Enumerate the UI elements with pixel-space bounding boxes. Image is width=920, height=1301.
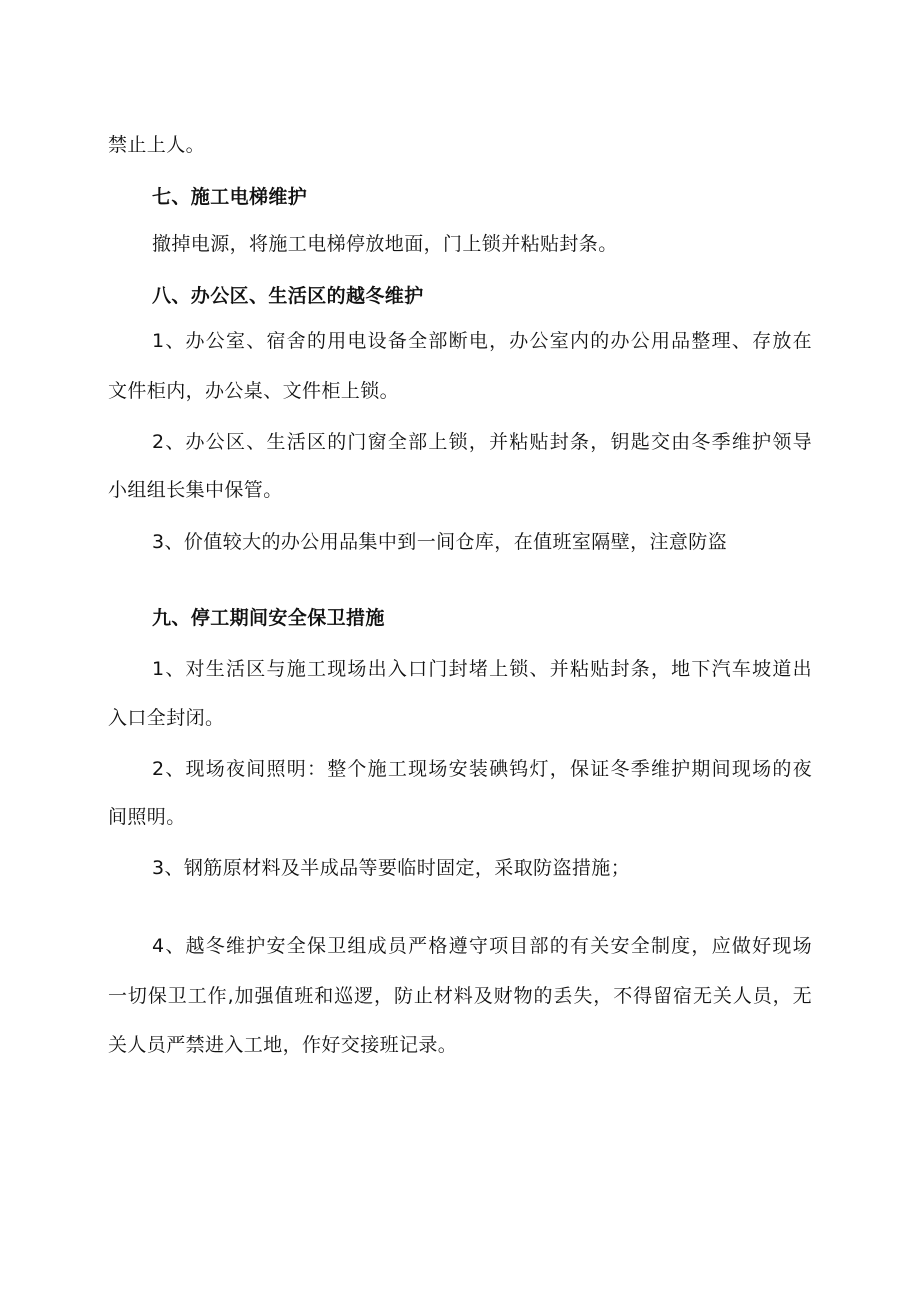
section-9-item-1-line-1: 1、对生活区与施工现场出入口门封堵上锁、并粘贴封条，地下汽车坡道出 bbox=[152, 658, 812, 680]
section-8-item-2-line-2: 小组组长集中保管。 bbox=[108, 479, 283, 501]
section-9-item-2-line-1: 2、现场夜间照明：整个施工现场安装碘钨灯，保证冬季维护期间现场的夜 bbox=[152, 758, 812, 780]
section-9-item-3: 3、钢筋原材料及半成品等要临时固定，采取防盗措施； bbox=[152, 857, 631, 879]
section-9-item-4-line-1: 4、越冬维护安全保卫组成员严格遵守项目部的有关安全制度，应做好现场 bbox=[152, 935, 812, 957]
section-8-item-1-line-1: 1、办公室、宿舍的用电设备全部断电，办公室内的办公用品整理、存放在 bbox=[152, 330, 812, 352]
section-8-item-3: 3、价值较大的办公用品集中到一间仓库，在值班室隔壁，注意防盗 bbox=[152, 531, 728, 553]
section-9-item-1-line-2: 入口全封闭。 bbox=[108, 707, 225, 729]
section-9-heading: 九、停工期间安全保卫措施 bbox=[152, 607, 385, 629]
section-9-item-4-line-2: 一切保卫工作,加强值班和巡逻，防止材料及财物的丢失，不得留宿无关人员，无 bbox=[108, 985, 812, 1007]
section-9-item-4-line-3: 关人员严禁进入工地，作好交接班记录。 bbox=[108, 1034, 458, 1056]
section-8-item-2-line-1: 2、办公区、生活区的门窗全部上锁，并粘贴封条，钥匙交由冬季维护领导 bbox=[152, 431, 812, 453]
section-9-item-2-line-2: 间照明。 bbox=[108, 806, 186, 828]
section-8-heading: 八、办公区、生活区的越冬维护 bbox=[152, 285, 424, 307]
section-7-heading: 七、施工电梯维护 bbox=[152, 186, 308, 208]
continuation-text: 禁止上人。 bbox=[108, 134, 206, 156]
section-7-paragraph: 撤掉电源，将施工电梯停放地面，门上锁并粘贴封条。 bbox=[152, 233, 618, 255]
section-8-item-1-line-2: 文件柜内，办公桌、文件柜上锁。 bbox=[108, 380, 400, 402]
